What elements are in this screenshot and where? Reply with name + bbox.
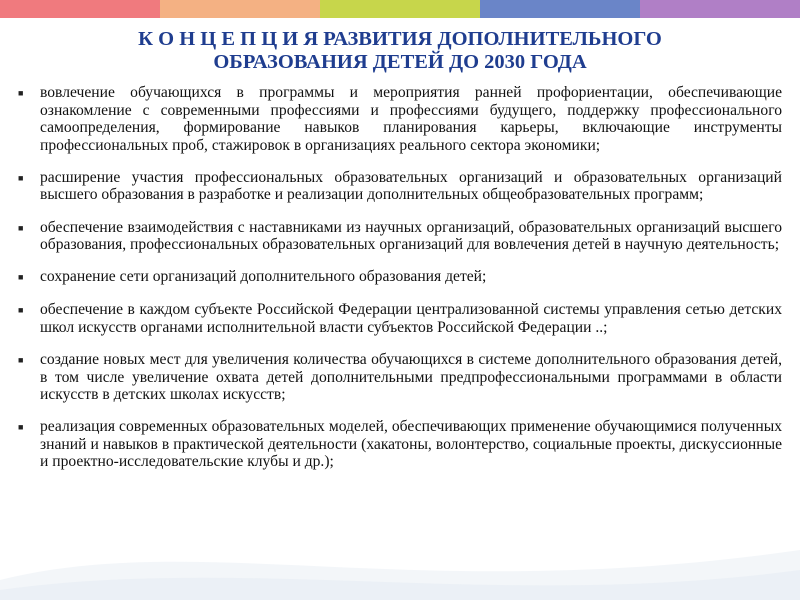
stripe-5	[640, 0, 800, 18]
background-swirl-decoration	[0, 510, 800, 600]
list-item	[18, 169, 782, 204]
stripe-1	[0, 0, 160, 18]
concept-list	[18, 84, 782, 486]
list-item	[18, 84, 782, 154]
square-bullet-icon: ■	[18, 354, 24, 365]
list-item-text: обеспечение в каждом субъекте Российской Федерации централизованной системы управления сетью детских школ искусств органами исполнительной власти субъектов Российской Федерации ..;	[40, 301, 782, 336]
list-item-text: сохранение сети организаций дополнительного образования детей;	[40, 268, 487, 286]
square-bullet-icon: ■	[18, 222, 24, 233]
list-item	[18, 301, 782, 336]
stripe-2	[160, 0, 320, 18]
list-item	[18, 268, 782, 287]
square-bullet-icon: ■	[18, 272, 24, 283]
stripe-3	[320, 0, 480, 18]
square-bullet-icon: ■	[18, 422, 24, 433]
square-bullet-icon: ■	[18, 305, 24, 316]
list-item-text: вовлечение обучающихся в программы и мероприятия ранней профориентации, обеспечивающие ознакомление с современными профессиями и профессиями будущего, поддержку профессионального самоопределения, формирование навыков планирования карьеры, включающие инструменты профессиональных проб, стажировок в организациях реального сектора экономики;	[40, 84, 782, 154]
list-item	[18, 418, 782, 471]
list-item	[18, 219, 782, 254]
list-item-text: реализация современных образовательных моделей, обеспечивающих применение обучающимися полученных знаний и навыков в практической деятельности (хакатоны, волонтерство, социальные проекты, дискуссионные и проектно-исследовательские клубы и др.);	[40, 418, 782, 471]
top-color-stripes	[0, 0, 800, 18]
title-line-2: ОБРАЗОВАНИЯ ДЕТЕЙ ДО 2030 ГОДА	[213, 51, 587, 73]
list-item-text: расширение участия профессиональных образовательных организаций и образовательных организаций высшего образования в разработке и реализации дополнительных общеобразовательных программ;	[40, 168, 782, 204]
page-title	[40, 28, 760, 74]
list-item-text: создание новых мест для увеличения количества обучающихся в системе дополнительного образования детей, в том числе увеличение охвата детей дополнительными предпрофессиональными программами в области искусств в детских школах искусств;	[40, 350, 782, 404]
square-bullet-icon: ■	[18, 172, 24, 183]
stripe-4	[480, 0, 640, 18]
square-bullet-icon: ■	[18, 88, 24, 98]
title-line-1: К О Н Ц Е П Ц И Я РАЗВИТИЯ ДОПОЛНИТЕЛЬНОГО	[138, 28, 662, 50]
list-item	[18, 351, 782, 404]
list-item-text: обеспечение взаимодействия с наставниками из научных организаций, образовательных организаций высшего образования, профессиональных образовательных организаций для вовлечения детей в научную деятельность;	[40, 218, 782, 254]
